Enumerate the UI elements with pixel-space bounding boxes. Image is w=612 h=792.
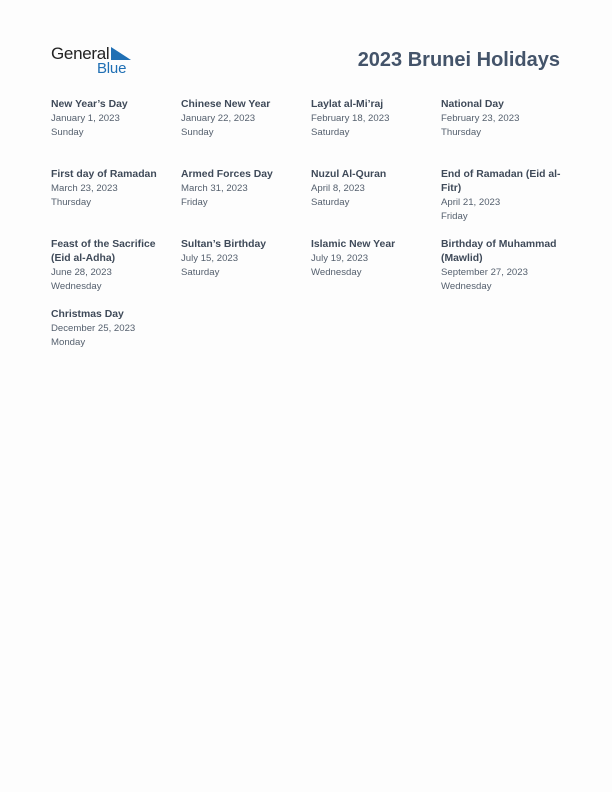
- holiday-date: April 8, 2023: [311, 183, 365, 194]
- holiday-date: February 23, 2023: [441, 113, 520, 124]
- page-title: 2023 Brunei Holidays: [357, 49, 560, 71]
- holiday-item: [311, 238, 441, 300]
- holiday-weekday: Saturday: [311, 127, 350, 138]
- holiday-name: National Day: [441, 99, 504, 110]
- holiday-weekday: Saturday: [181, 267, 220, 278]
- holiday-item: [51, 308, 181, 370]
- holiday-name: Sultan’s Birthday: [181, 239, 267, 250]
- holiday-item: [181, 238, 311, 300]
- holiday-weekday: Friday: [181, 197, 208, 208]
- holiday-weekday: Sunday: [51, 127, 84, 138]
- holiday-weekday: Wednesday: [51, 281, 102, 292]
- generalblue-logo: [51, 44, 141, 78]
- holiday-name: End of Ramadan (Eid al-Fitr): [441, 169, 561, 194]
- holiday-item: [181, 168, 311, 230]
- logo-word-blue: Blue: [97, 60, 127, 77]
- holiday-date: December 25, 2023: [51, 323, 136, 334]
- holiday-date: January 1, 2023: [51, 113, 120, 124]
- holiday-item: [181, 98, 311, 160]
- holiday-name: Islamic New Year: [311, 239, 396, 250]
- holiday-date: January 22, 2023: [181, 113, 256, 124]
- holiday-weekday: Saturday: [311, 197, 350, 208]
- logo-flag-icon: [111, 47, 131, 60]
- holiday-weekday: Wednesday: [441, 281, 492, 292]
- holiday-name: Christmas Day: [51, 309, 124, 320]
- holiday-weekday: Thursday: [51, 197, 91, 208]
- holiday-weekday: Friday: [441, 211, 468, 222]
- holiday-date: March 31, 2023: [181, 183, 248, 194]
- holiday-item: [311, 98, 441, 160]
- holiday-date: July 19, 2023: [311, 253, 369, 264]
- holiday-date: March 23, 2023: [51, 183, 118, 194]
- holiday-date: February 18, 2023: [311, 113, 390, 124]
- holiday-name: Nuzul Al-Quran: [311, 169, 387, 180]
- holiday-weekday: Thursday: [441, 127, 481, 138]
- holiday-item: [441, 238, 571, 300]
- holiday-date: July 15, 2023: [181, 253, 239, 264]
- holiday-item: [441, 98, 571, 160]
- holiday-name: Chinese New Year: [181, 99, 271, 110]
- holiday-name: Armed Forces Day: [181, 169, 273, 180]
- holiday-name: New Year’s Day: [51, 99, 128, 110]
- holiday-weekday: Sunday: [181, 127, 214, 138]
- holiday-name: Birthday of Muhammad (Mawlid): [441, 239, 557, 264]
- holiday-item: [51, 98, 181, 160]
- holiday-name: First day of Ramadan: [51, 169, 157, 180]
- holiday-date: June 28, 2023: [51, 267, 112, 278]
- holiday-name: Feast of the Sacrifice (Eid al-Adha): [51, 239, 156, 264]
- holiday-item: [311, 168, 441, 230]
- holiday-weekday: Monday: [51, 337, 86, 348]
- holiday-item: [441, 168, 571, 230]
- holiday-item: [51, 168, 181, 230]
- holiday-grid: [51, 98, 571, 370]
- logo-word-general: General: [51, 44, 110, 63]
- holiday-date: September 27, 2023: [441, 267, 528, 278]
- holiday-date: April 21, 2023: [441, 197, 501, 208]
- holiday-item: [51, 238, 181, 300]
- holiday-weekday: Wednesday: [311, 267, 362, 278]
- holiday-name: Laylat al-Mi’raj: [311, 99, 384, 110]
